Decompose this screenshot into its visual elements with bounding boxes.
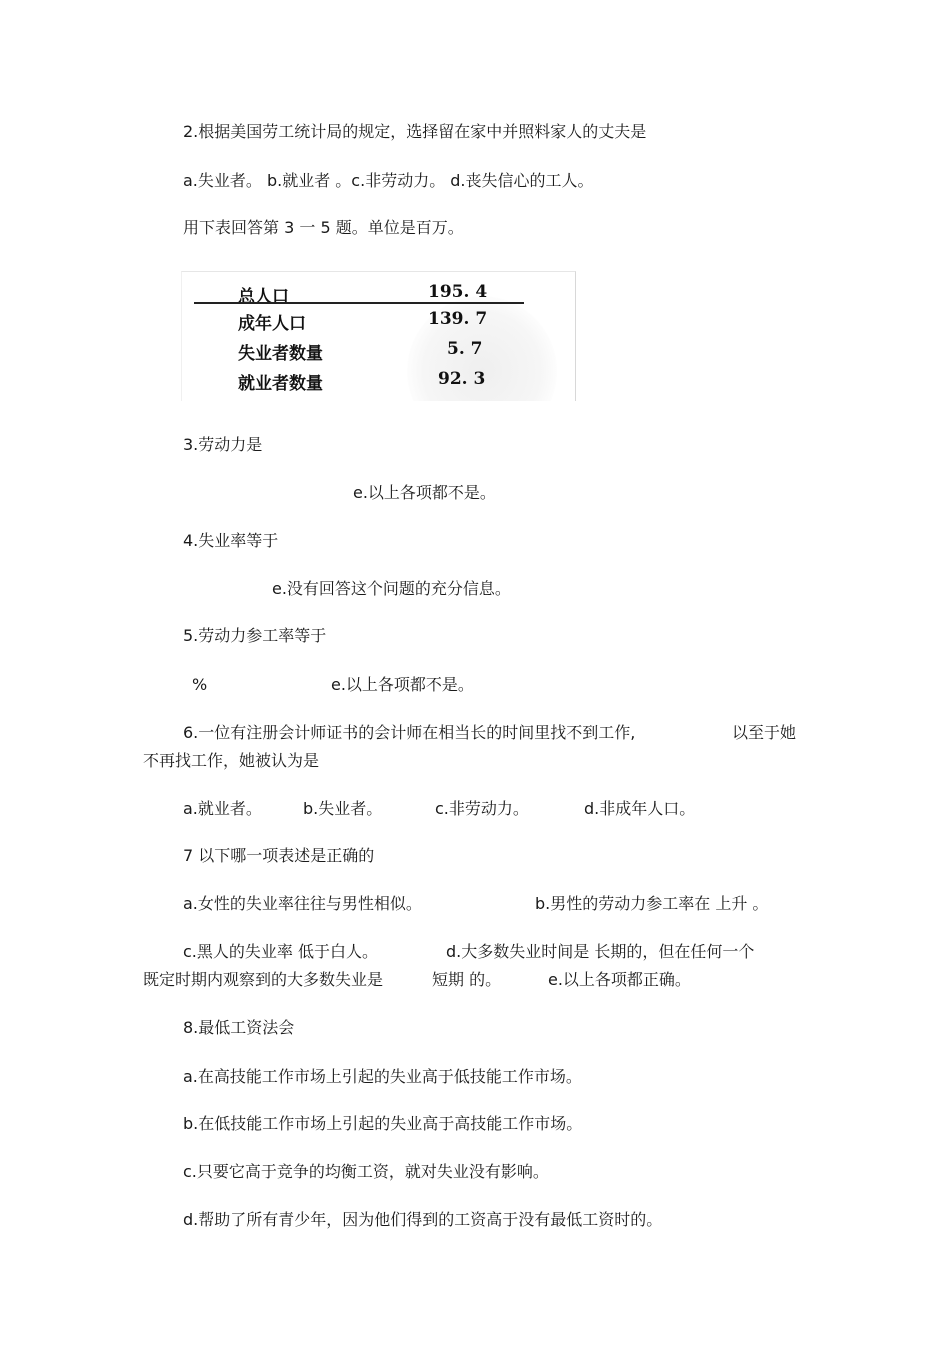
question-7-option-e: e.以上各项都正确。: [548, 970, 691, 989]
question-2-options: a.失业者。 b.就业者 。c.非劳动力。 d.丧失信心的工人。: [183, 171, 594, 190]
question-3-stem: 3.劳动力是: [183, 435, 263, 454]
table-instructions: 用下表回答第 3 一 5 题。单位是百万。: [183, 218, 464, 237]
question-6-option-c: c.非劳动力。: [435, 799, 529, 818]
question-7-option-d-part2: 既定时期内观察到的大多数失业是: [143, 970, 384, 989]
question-4-option-e: e.没有回答这个问题的充分信息。: [272, 579, 511, 598]
table-label-employed: 就业者数量: [238, 374, 323, 394]
question-5-stem: 5.劳动力参工率等于: [183, 626, 327, 645]
question-7-option-a: a.女性的失业率往往与男性相似。: [183, 894, 422, 913]
question-6-stem-line2: 不再找工作，她被认为是: [143, 751, 320, 770]
question-7-option-d-part3: 短期 的。: [432, 970, 502, 989]
question-6-option-b: b.失业者。: [303, 799, 383, 818]
question-7-option-c: c.黑人的失业率 低于白人。: [183, 942, 378, 961]
question-7-option-b: b.男性的劳动力参工率在 上升 。: [535, 894, 769, 913]
question-8-option-b: b.在低技能工作市场上引起的失业高于高技能工作市场。: [183, 1114, 583, 1133]
table-value-employed: 92. 3: [438, 369, 486, 389]
question-3-option-e: e.以上各项都不是。: [353, 483, 496, 502]
question-8-option-c: c.只要它高于竞争的均衡工资，就对失业没有影响。: [183, 1162, 549, 1181]
table-header-rule: [194, 302, 524, 304]
table-value-unemployed: 5. 7: [447, 339, 483, 359]
question-8-option-d: d.帮助了所有青少年，因为他们得到的工资高于没有最低工资时的。: [183, 1210, 663, 1229]
question-6-stem-line1: 6.一位有注册会计师证书的会计师在相当长的时间里找不到工作,: [183, 723, 636, 742]
question-6-stem-line1-end: 以至于她: [732, 723, 797, 742]
question-7-option-d-part1: d.大多数失业时间是 长期的，但在任何一个: [446, 942, 755, 961]
question-6-option-a: a.就业者。: [183, 799, 262, 818]
table-label-unemployed: 失业者数量: [238, 344, 323, 364]
question-8-stem: 8.最低工资法会: [183, 1018, 295, 1037]
question-5-percent: %: [192, 675, 208, 694]
table-value-adult-population: 139. 7: [428, 309, 488, 329]
question-6-option-d: d.非成年人口。: [584, 799, 696, 818]
question-7-stem: 7 以下哪一项表述是正确的: [183, 846, 375, 865]
population-table: [181, 271, 576, 401]
table-label-adult-population: 成年人口: [238, 314, 306, 334]
table-value-total-population: 195. 4: [428, 282, 488, 302]
question-8-option-a: a.在高技能工作市场上引起的失业高于低技能工作市场。: [183, 1067, 582, 1086]
question-4-stem: 4.失业率等于: [183, 531, 279, 550]
question-2-stem: 2.根据美国劳工统计局的规定，选择留在家中并照料家人的丈夫是: [183, 122, 647, 141]
question-5-option-e: e.以上各项都不是。: [331, 675, 474, 694]
table-label-total-population: 总人口: [238, 287, 289, 307]
